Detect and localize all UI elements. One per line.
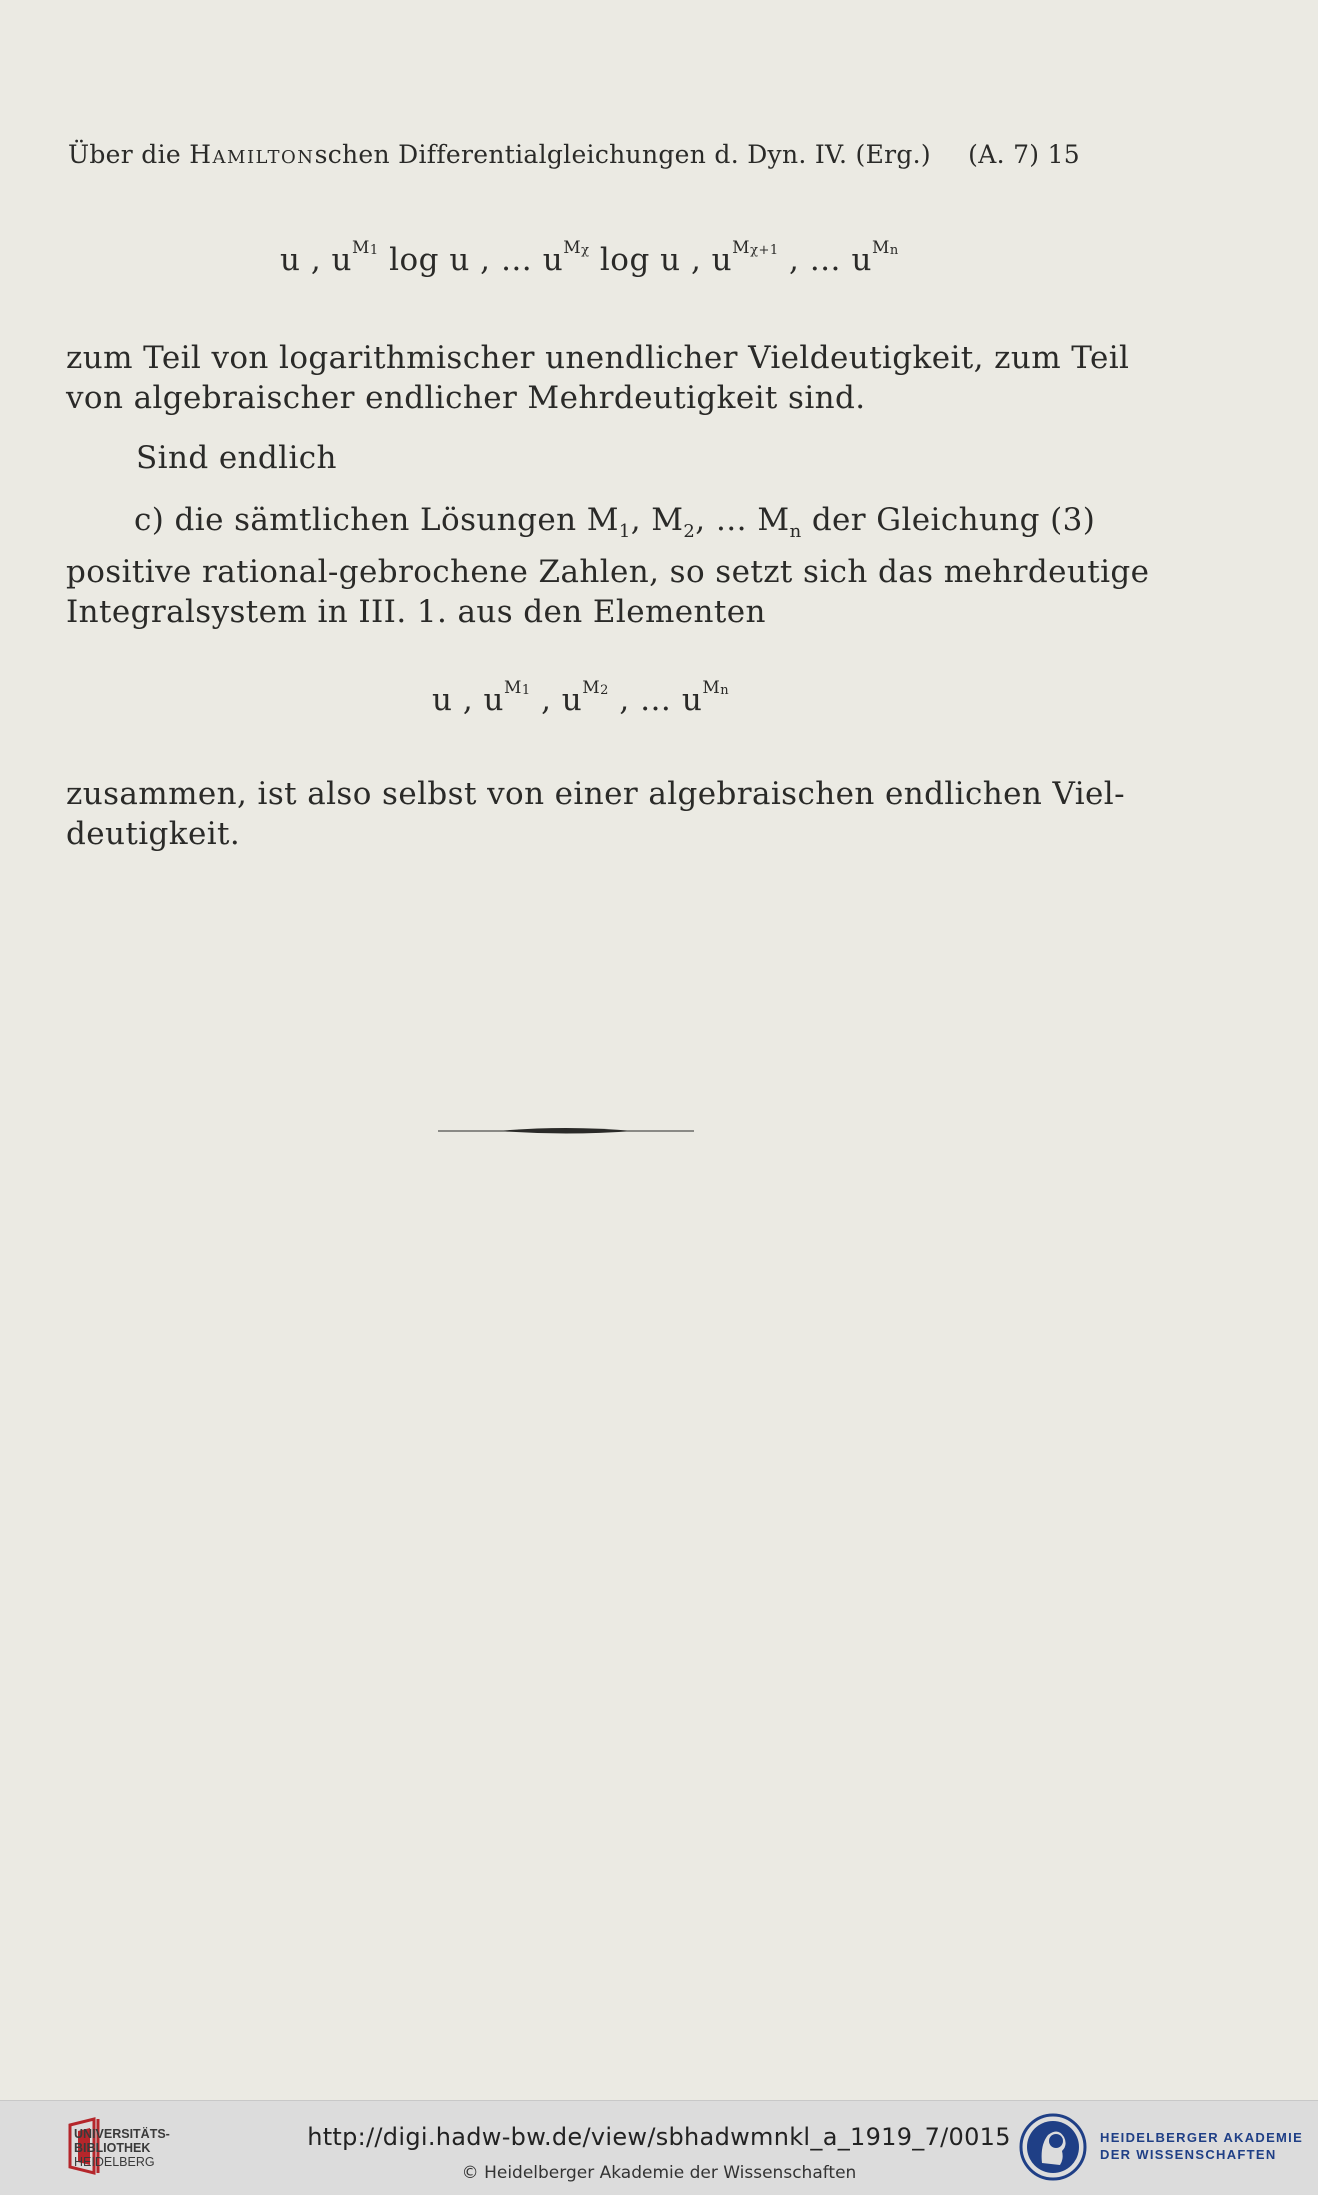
paragraph-vieldeutigkeit bbox=[66, 338, 1130, 418]
text-line: Integralsystem in III. 1. aus den Elementen bbox=[66, 594, 766, 631]
formula-text: , … u bbox=[788, 242, 872, 278]
text-line: c) die sämtlichen Lösungen $M_1$, $M_2$, … $M_n$ der Gleichung (3) bbox=[134, 502, 1096, 543]
permalink-url[interactable]: http://digi.hadw-bw.de/view/sbhadwmnkl_a_1919_7/0015 bbox=[307, 2123, 1011, 2151]
library-name-line: HEIDELBERG bbox=[74, 2155, 155, 2169]
copyright-notice: © Heidelberger Akademie der Wissenschaften bbox=[461, 2163, 857, 2183]
formula-exponent: Mn bbox=[702, 678, 730, 698]
formula-exponent: M2 bbox=[582, 678, 609, 698]
text-line: deutigkeit. bbox=[66, 816, 241, 852]
page-reference: (A. 7) 15 bbox=[968, 140, 1080, 169]
library-name-line: UNIVERSITÄTS- bbox=[74, 2127, 170, 2141]
formula-exponent: Mχ bbox=[563, 238, 590, 258]
formula-exponent: M1 bbox=[352, 238, 379, 258]
academy-label bbox=[1100, 2129, 1303, 2163]
text-line: zusammen, ist also selbst von einer algebraischen endlichen Viel- bbox=[66, 776, 1125, 812]
text-line: von algebraischer endlicher Mehrdeutigkeit sind. bbox=[66, 380, 866, 416]
formula-log-elements bbox=[280, 238, 899, 278]
formula-text: log u , u bbox=[599, 242, 733, 278]
paragraph-sind-endlich bbox=[136, 438, 1036, 478]
digitization-footer bbox=[0, 2100, 1318, 2195]
formula-exponent: Mχ+1 bbox=[732, 238, 779, 258]
formula-algebraic-elements bbox=[432, 678, 730, 718]
running-header bbox=[68, 140, 1080, 169]
end-ornament-rule bbox=[438, 1124, 694, 1138]
formula-exponent: M1 bbox=[504, 678, 531, 698]
formula-text: log u , … u bbox=[389, 242, 564, 278]
library-name-line: BIBLIOTHEK bbox=[74, 2141, 151, 2155]
header-title: schen Differentialgleichungen d. Dyn. IV. (Erg.) bbox=[314, 140, 931, 169]
paragraph-zusammen bbox=[66, 774, 1125, 854]
formula-text: u , u bbox=[280, 242, 352, 278]
academy-seal-icon bbox=[1018, 2109, 1088, 2185]
header-prefix: Über die bbox=[68, 140, 190, 169]
text-line: positive rational-gebrochene Zahlen, so setzt sich das mehrdeutige bbox=[66, 554, 1150, 591]
formula-text: , … u bbox=[619, 682, 703, 718]
academy-name-line: HEIDELBERGER AKADEMIE bbox=[1100, 2130, 1304, 2145]
academy-name-line: DER WISSENSCHAFTEN bbox=[1100, 2147, 1277, 2162]
formula-exponent: Mn bbox=[872, 238, 899, 258]
header-author-name: Hamilton bbox=[189, 140, 315, 169]
formula-text: , u bbox=[541, 682, 583, 718]
text-line: zum Teil von logarithmischer unendlicher Vieldeutigkeit, zum Teil bbox=[66, 340, 1130, 376]
formula-text: u , u bbox=[432, 682, 504, 718]
text-line: Sind endlich bbox=[136, 440, 337, 476]
paragraph-case-c bbox=[66, 500, 1150, 632]
